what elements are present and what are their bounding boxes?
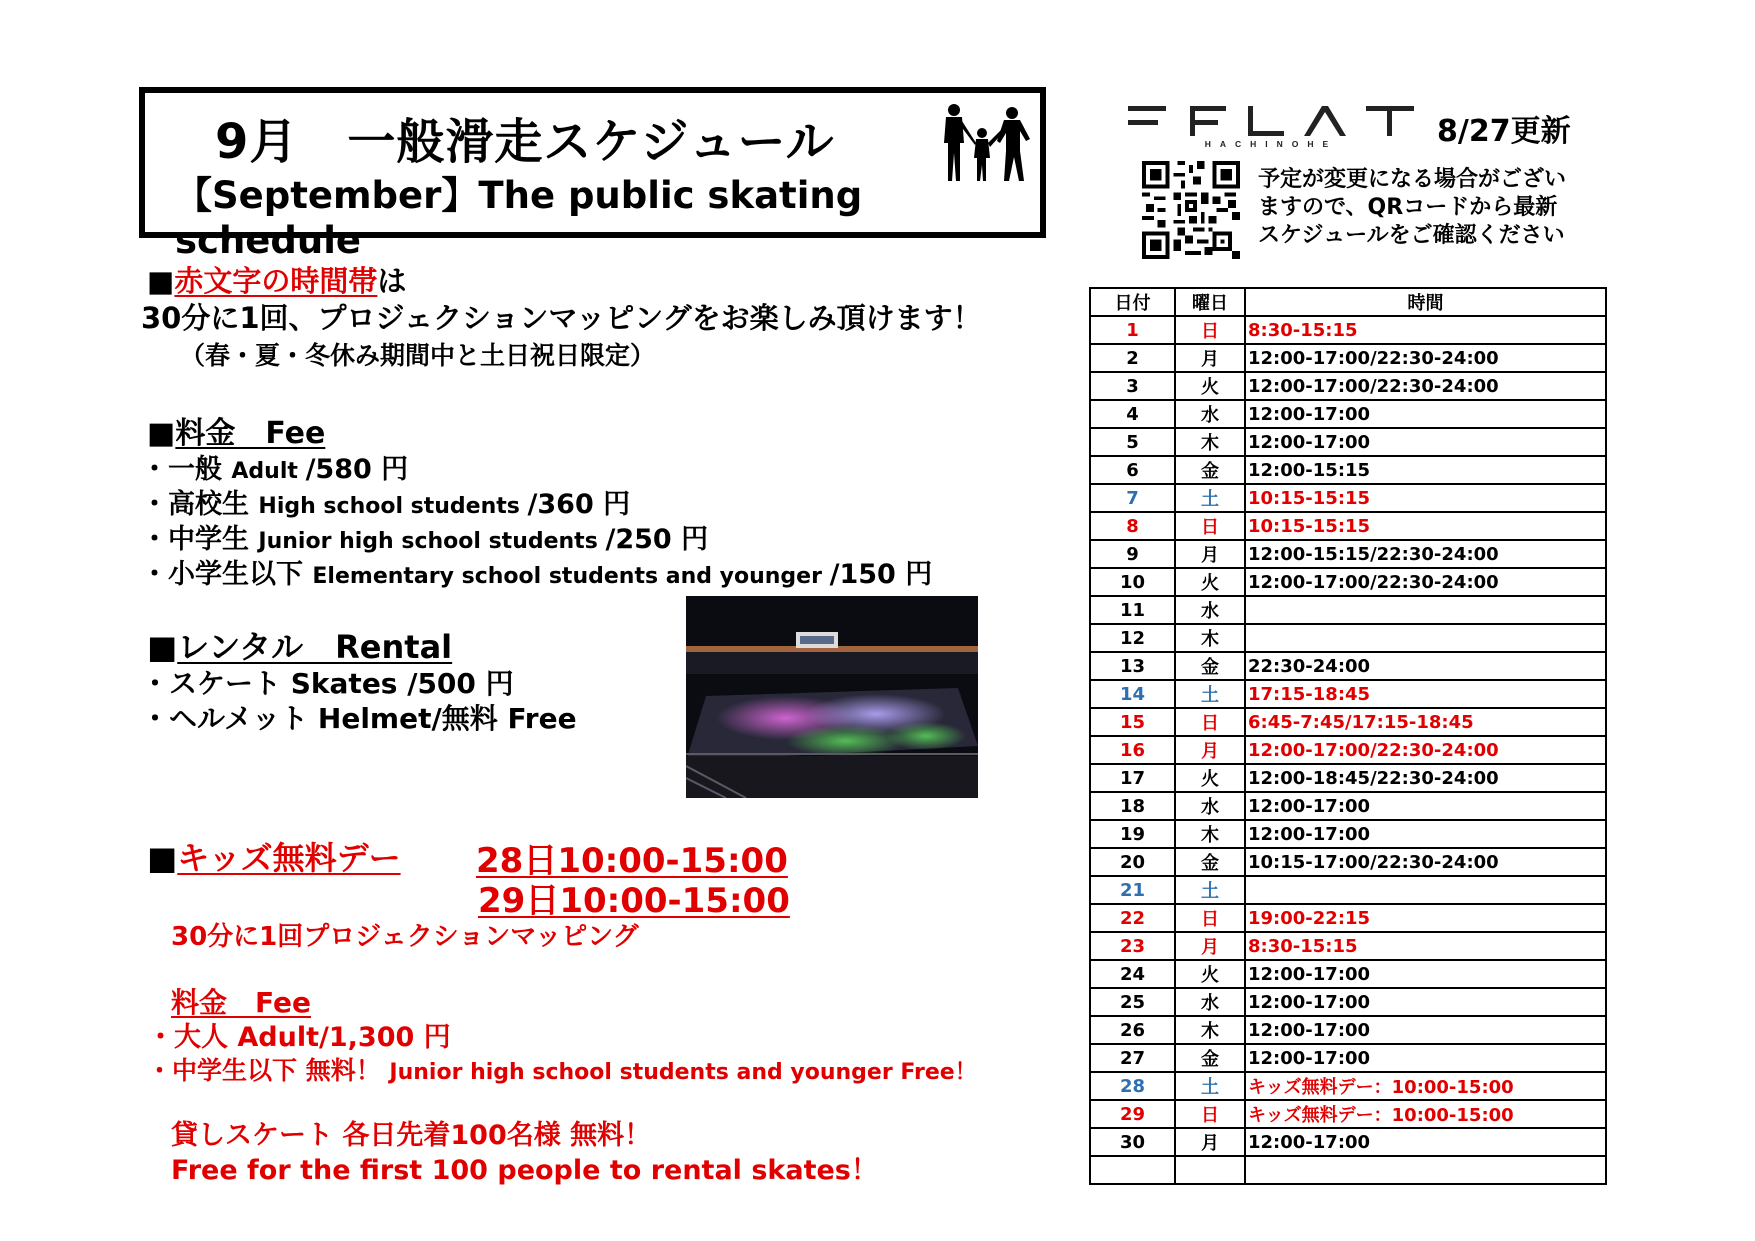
schedule-time-cell: 10:15-17:00/22:30-24:00	[1245, 848, 1606, 876]
schedule-row	[1090, 512, 1606, 540]
schedule-row	[1090, 904, 1606, 932]
schedule-time-cell: 12:00-17:00	[1245, 792, 1606, 820]
projection-description: 30分に1回、プロジェクションマッピングをお楽しみ頂けます！	[141, 301, 982, 335]
schedule-date-cell: 29	[1090, 1100, 1175, 1128]
fee-item-high-school: ・高校生 High school students /360 円	[141, 489, 631, 520]
schedule-time-cell	[1245, 624, 1606, 652]
schedule-row	[1090, 400, 1606, 428]
schedule-date-cell: 16	[1090, 736, 1175, 764]
schedule-day-cell: 水	[1175, 596, 1245, 624]
schedule-date-cell: 28	[1090, 1072, 1175, 1100]
schedule-row	[1090, 736, 1606, 764]
schedule-row	[1090, 820, 1606, 848]
schedule-time-cell: 10:15-15:15	[1245, 484, 1606, 512]
schedule-date-cell: 25	[1090, 988, 1175, 1016]
schedule-row	[1090, 932, 1606, 960]
schedule-date-cell: 26	[1090, 1016, 1175, 1044]
schedule-row	[1090, 1016, 1606, 1044]
schedule-date-cell: 10	[1090, 568, 1175, 596]
schedule-date-cell: 15	[1090, 708, 1175, 736]
schedule-date-cell: 19	[1090, 820, 1175, 848]
schedule-change-notice	[1258, 166, 1566, 250]
rental-heading: ■レンタル Rental	[147, 628, 453, 666]
updated-date: 8/27更新	[1437, 114, 1571, 149]
schedule-date-cell: 23	[1090, 932, 1175, 960]
schedule-time-cell: 12:00-17:00/22:30-24:00	[1245, 568, 1606, 596]
schedule-date-cell: 2	[1090, 344, 1175, 372]
kids-projection-note: 30分に1回プロジェクションマッピング	[171, 922, 639, 952]
schedule-day-cell: 日	[1175, 708, 1245, 736]
page-title-en: 【September】The public skating schedule	[175, 174, 863, 262]
schedule-row	[1090, 652, 1606, 680]
page-title-jp: 9月 一般滑走スケジュール	[215, 114, 835, 170]
schedule-row	[1090, 680, 1606, 708]
schedule-time-cell: 12:00-17:00	[1245, 1044, 1606, 1072]
schedule-time-cell: 12:00-17:00	[1245, 960, 1606, 988]
schedule-date-cell: 5	[1090, 428, 1175, 456]
schedule-time-cell: 19:00-22:15	[1245, 904, 1606, 932]
schedule-date-cell: 20	[1090, 848, 1175, 876]
schedule-date-cell: 6	[1090, 456, 1175, 484]
title-box	[139, 87, 1046, 262]
schedule-time-cell: 8:30-15:15	[1245, 932, 1606, 960]
header-day: 曜日	[1175, 288, 1245, 316]
schedule-table	[1089, 287, 1607, 1185]
fee-heading: ■料金 Fee	[147, 416, 326, 451]
kids-fee-children: ・中学生以下 無料！ Junior high school students and younger Free！	[147, 1056, 977, 1085]
projection-note: （春・夏・冬休み期間中と土日祝日限定）	[180, 341, 656, 370]
schedule-time-cell: キッズ無料デー：10:00-15:00	[1245, 1100, 1606, 1128]
schedule-row	[1090, 1100, 1606, 1128]
schedule-date-cell: 11	[1090, 596, 1175, 624]
notice-line: スケジュールをご確認ください	[1258, 223, 1565, 248]
schedule-day-cell: 金	[1175, 1044, 1245, 1072]
schedule-day-cell: 水	[1175, 988, 1245, 1016]
schedule-row	[1090, 372, 1606, 400]
kids-fee-heading: 料金 Fee	[171, 986, 311, 1019]
schedule-day-cell: 火	[1175, 372, 1245, 400]
projection-heading: ■赤文字の時間帯は	[147, 264, 407, 298]
schedule-day-cell: 木	[1175, 820, 1245, 848]
schedule-time-cell: 12:00-17:00/22:30-24:00	[1245, 344, 1606, 372]
schedule-row	[1090, 624, 1606, 652]
schedule-row	[1090, 1044, 1606, 1072]
schedule-date-cell: 22	[1090, 904, 1175, 932]
schedule-time-cell: 10:15-15:15	[1245, 512, 1606, 540]
schedule-row	[1090, 988, 1606, 1016]
schedule-date-cell: 4	[1090, 400, 1175, 428]
kids-free-day-heading: ■キッズ無料デー	[147, 839, 401, 877]
schedule-row	[1090, 876, 1606, 904]
schedule-time-cell: 12:00-17:00	[1245, 400, 1606, 428]
svg-text:HACHINOHE: HACHINOHE	[1204, 139, 1338, 148]
fee-item-adult: ・一般 Adult /580 円	[141, 454, 409, 485]
kids-free-day-date-29: 29日10:00-15:00	[478, 881, 790, 921]
schedule-time-cell: 12:00-18:45/22:30-24:00	[1245, 764, 1606, 792]
schedule-day-cell: 土	[1175, 484, 1245, 512]
schedule-day-cell: 火	[1175, 960, 1245, 988]
schedule-time-cell: 22:30-24:00	[1245, 652, 1606, 680]
schedule-time-cell: 8:30-15:15	[1245, 316, 1606, 344]
flat-hachinohe-logo	[1126, 102, 1416, 148]
schedule-date-cell	[1090, 1156, 1175, 1184]
kids-rental-en: Free for the first 100 people to rental skates！	[171, 1155, 878, 1186]
schedule-day-cell: 月	[1175, 736, 1245, 764]
schedule-day-cell: 木	[1175, 428, 1245, 456]
schedule-time-cell: 6:45-7:45/17:15-18:45	[1245, 708, 1606, 736]
schedule-date-cell: 17	[1090, 764, 1175, 792]
schedule-date-cell: 30	[1090, 1128, 1175, 1156]
schedule-row	[1090, 960, 1606, 988]
projection-red-label: 赤文字の時間帯	[174, 264, 378, 298]
schedule-time-cell	[1245, 1156, 1606, 1184]
schedule-date-cell: 18	[1090, 792, 1175, 820]
header-time: 時間	[1245, 288, 1606, 316]
schedule-day-cell: 日	[1175, 904, 1245, 932]
schedule-date-cell: 1	[1090, 316, 1175, 344]
rental-item-skates: ・スケート Skates /500 円	[141, 667, 514, 700]
schedule-date-cell: 24	[1090, 960, 1175, 988]
schedule-row	[1090, 484, 1606, 512]
schedule-row	[1090, 344, 1606, 372]
schedule-row	[1090, 792, 1606, 820]
schedule-day-cell: 木	[1175, 624, 1245, 652]
schedule-time-cell: 12:00-15:15	[1245, 456, 1606, 484]
schedule-day-cell: 水	[1175, 400, 1245, 428]
rental-item-helmet: ・ヘルメット Helmet/無料 Free	[141, 702, 577, 735]
qr-code-icon[interactable]	[1141, 161, 1241, 259]
schedule-row	[1090, 456, 1606, 484]
schedule-time-cell: 12:00-17:00/22:30-24:00	[1245, 372, 1606, 400]
kids-fee-adult: ・大人 Adult/1,300 円	[147, 1022, 451, 1053]
schedule-row	[1090, 708, 1606, 736]
schedule-time-cell: 17:15-18:45	[1245, 680, 1606, 708]
schedule-date-cell: 8	[1090, 512, 1175, 540]
schedule-day-cell: 土	[1175, 1072, 1245, 1100]
schedule-day-cell	[1175, 1156, 1245, 1184]
fee-item-junior-high: ・中学生 Junior high school students /250 円	[141, 524, 709, 555]
schedule-day-cell: 日	[1175, 316, 1245, 344]
notice-line: 予定が変更になる場合がござい	[1258, 167, 1567, 192]
schedule-time-cell: 12:00-15:15/22:30-24:00	[1245, 540, 1606, 568]
schedule-row	[1090, 428, 1606, 456]
schedule-row	[1090, 568, 1606, 596]
schedule-day-cell: 金	[1175, 848, 1245, 876]
schedule-day-cell: 土	[1175, 680, 1245, 708]
schedule-day-cell: 水	[1175, 792, 1245, 820]
schedule-day-cell: 金	[1175, 652, 1245, 680]
rink-projection-photo	[686, 596, 978, 798]
schedule-header-row	[1090, 288, 1606, 316]
schedule-date-cell: 3	[1090, 372, 1175, 400]
schedule-time-cell	[1245, 596, 1606, 624]
schedule-date-cell: 7	[1090, 484, 1175, 512]
schedule-day-cell: 木	[1175, 1016, 1245, 1044]
schedule-day-cell: 火	[1175, 764, 1245, 792]
schedule-time-cell	[1245, 876, 1606, 904]
schedule-day-cell: 金	[1175, 456, 1245, 484]
kids-rental-jp: 貸しスケート 各日先着100名様 無料！	[171, 1120, 652, 1151]
schedule-time-cell: 12:00-17:00	[1245, 428, 1606, 456]
schedule-row	[1090, 1072, 1606, 1100]
schedule-time-cell: 12:00-17:00/22:30-24:00	[1245, 736, 1606, 764]
schedule-row	[1090, 540, 1606, 568]
schedule-row	[1090, 316, 1606, 344]
schedule-day-cell: 月	[1175, 540, 1245, 568]
schedule-date-cell: 12	[1090, 624, 1175, 652]
header-date: 日付	[1090, 288, 1175, 316]
schedule-time-cell: キッズ無料デー：10:00-15:00	[1245, 1072, 1606, 1100]
schedule-day-cell: 日	[1175, 512, 1245, 540]
schedule-day-cell: 日	[1175, 1100, 1245, 1128]
schedule-row	[1090, 1156, 1606, 1184]
schedule-row	[1090, 1128, 1606, 1156]
schedule-time-cell: 12:00-17:00	[1245, 1016, 1606, 1044]
schedule-date-cell: 13	[1090, 652, 1175, 680]
schedule-row	[1090, 764, 1606, 792]
schedule-day-cell: 月	[1175, 344, 1245, 372]
schedule-day-cell: 土	[1175, 876, 1245, 904]
fee-item-elementary: ・小学生以下 Elementary school students and younger /150 円	[141, 559, 933, 590]
schedule-day-cell: 月	[1175, 1128, 1245, 1156]
schedule-row	[1090, 848, 1606, 876]
schedule-date-cell: 27	[1090, 1044, 1175, 1072]
schedule-row	[1090, 596, 1606, 624]
schedule-time-cell: 12:00-17:00	[1245, 1128, 1606, 1156]
notice-line: ますので、QRコードから最新	[1258, 195, 1558, 220]
schedule-date-cell: 21	[1090, 876, 1175, 904]
family-silhouette-icon	[940, 103, 1040, 183]
schedule-day-cell: 火	[1175, 568, 1245, 596]
schedule-date-cell: 9	[1090, 540, 1175, 568]
schedule-time-cell: 12:00-17:00	[1245, 820, 1606, 848]
schedule-time-cell: 12:00-17:00	[1245, 988, 1606, 1016]
schedule-day-cell: 月	[1175, 932, 1245, 960]
kids-free-day-date-28: 28日10:00-15:00	[476, 841, 788, 881]
schedule-date-cell: 14	[1090, 680, 1175, 708]
